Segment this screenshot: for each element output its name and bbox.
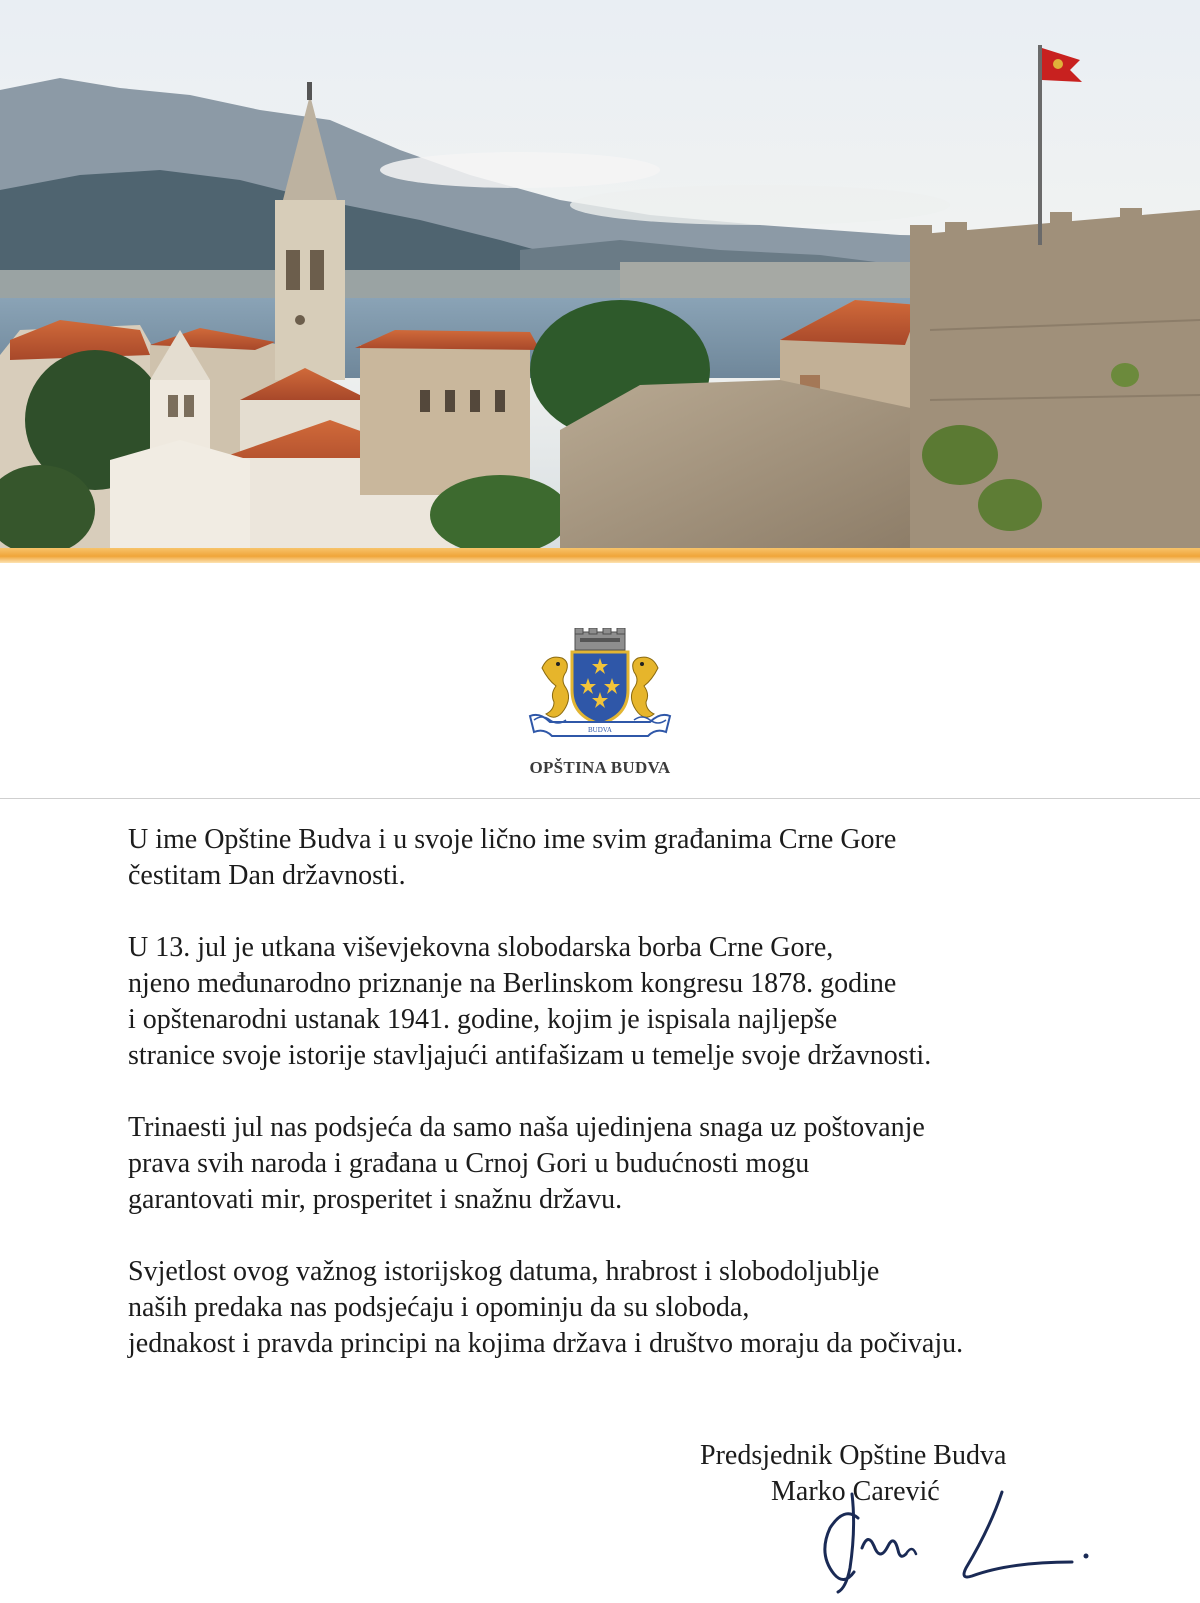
letter-body xyxy=(128,822,1128,1398)
letter-line: naših predaka nas podsjećaju i opominju da su sloboda, xyxy=(128,1292,750,1323)
letter-paragraph-1 xyxy=(128,822,1128,894)
header-accent-stripe xyxy=(0,548,1200,563)
letter-line: čestitam Dan državnosti. xyxy=(128,860,406,891)
signature-icon xyxy=(810,1488,1130,1598)
letter-line: Svjetlost ovog važnog istorijskog datuma, hrabrost i slobodoljublje xyxy=(128,1256,880,1287)
budva-coat-of-arms-icon xyxy=(520,628,680,748)
letter-line: stranice svoje istorije stavljajući antifašizam u temelje svoje državnosti. xyxy=(128,1040,932,1071)
letter-line: prava svih naroda i građana u Crnoj Gori u budućnosti mogu xyxy=(128,1148,810,1179)
header-divider xyxy=(0,798,1200,799)
signatory-name: Marko Carević xyxy=(771,1476,940,1507)
signatory-title: Predsjednik Opštine Budva xyxy=(700,1440,1007,1471)
letter-line: U ime Opštine Budva i u svoje lično ime svim građanima Crne Gore xyxy=(128,824,897,855)
organization-name: OPŠTINA BUDVA xyxy=(529,758,671,777)
letter-line: i opštenarodni ustanak 1941. godine, kojim je ispisala najljepše xyxy=(128,1004,838,1035)
budva-old-town-panorama xyxy=(0,0,1200,548)
letter-line: garantovati mir, prosperitet i snažnu državu. xyxy=(128,1184,623,1215)
header-photo xyxy=(0,0,1200,548)
letter-paragraph-3 xyxy=(128,1110,1128,1218)
letter-paragraph-2 xyxy=(128,930,1128,1074)
letter-line: njeno međunarodno priznanje na Berlinskom kongresu 1878. godine xyxy=(128,968,897,999)
letter-line: Trinaesti jul nas podsjeća da samo naša ujedinjena snaga uz poštovanje xyxy=(128,1112,925,1143)
letter-paragraph-4 xyxy=(128,1254,1128,1362)
svg-text:BUDVA: BUDVA xyxy=(588,726,612,734)
letter-line: U 13. jul je utkana viševjekovna slobodarska borba Crne Gore, xyxy=(128,932,834,963)
letter-line: jednakost i pravda principi na kojima država i društvo moraju da počivaju. xyxy=(128,1328,964,1359)
